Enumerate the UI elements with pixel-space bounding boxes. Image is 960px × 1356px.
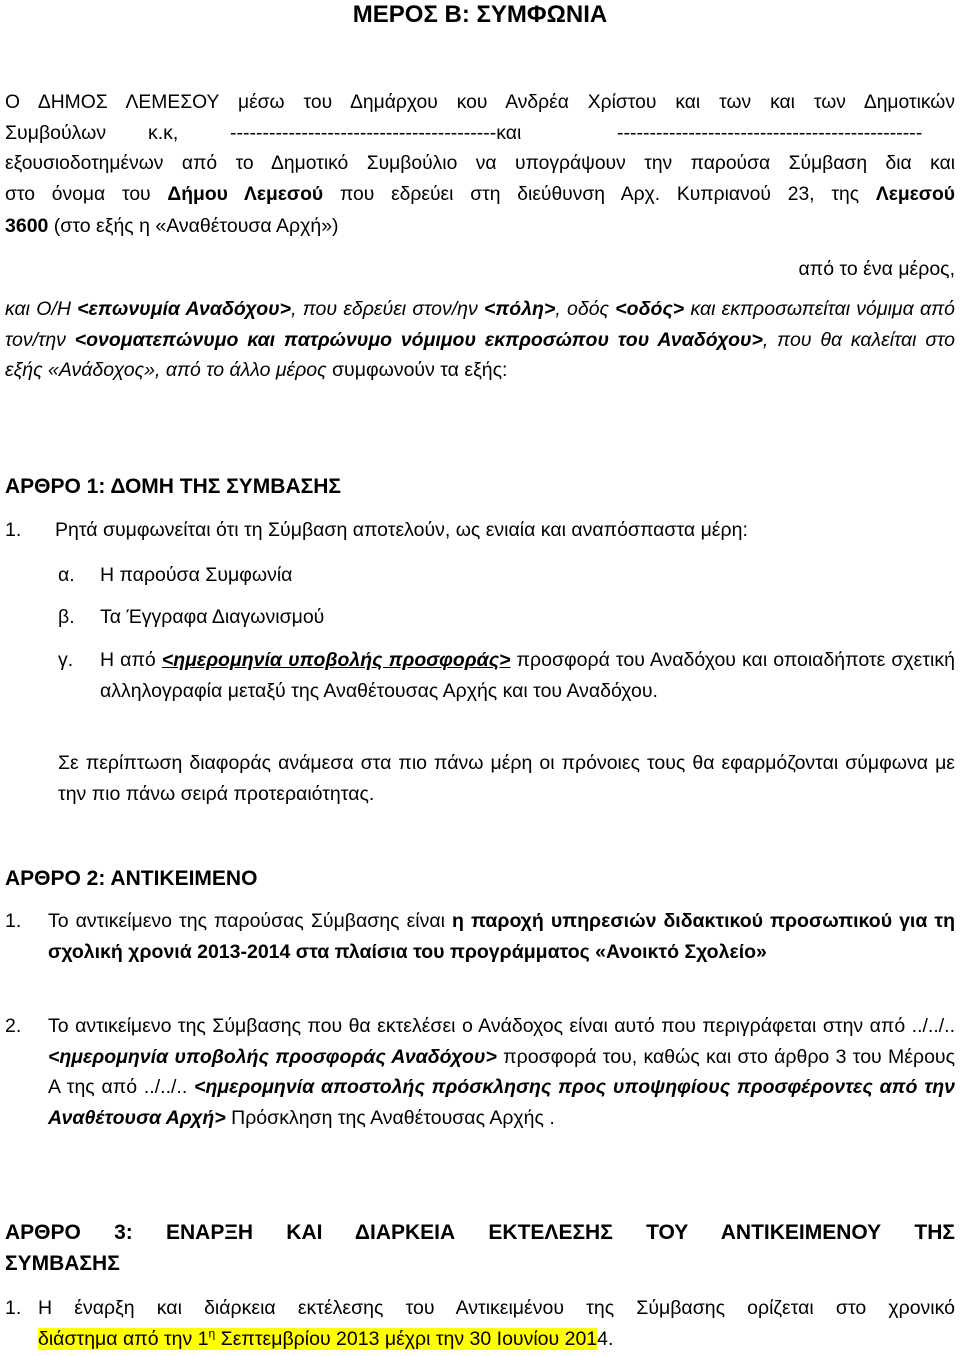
representative-placeholder: <ονοματεπώνυμο και πατρώνυμο νόμιμου εκπροσώπου του Αναδόχου> (74, 328, 763, 351)
postal-code: 3600 (5, 215, 49, 237)
intro-line-5 (5, 211, 955, 242)
list-text: Η παρούσα Συμφωνία (100, 564, 293, 586)
list-letter: α. (58, 564, 75, 586)
para-text (48, 906, 955, 967)
list-text (100, 645, 955, 706)
ordinal-suffix: η (208, 1326, 216, 1340)
period-start: διάστημα από την 1 (38, 1327, 209, 1350)
intro-dashes-2: ----------------------------------------------- (617, 122, 923, 144)
para-number: 1. (5, 910, 22, 932)
party2-agree: συμφωνούν τα εξής: (326, 359, 508, 381)
intro-line-3: εξουσιοδοτημένων από το Δημοτικό Συμβούλιο να υπογράψουν την παρούσα Σύμβαση δια και (5, 153, 955, 174)
para-text-a: Το αντικείμενο της παρούσας Σύμβασης είναι (48, 910, 453, 932)
para-text: Ρητά συμφωνείται ότι τη Σύμβαση αποτελούν, ως ενιαία και αναπόσπαστα μέρη: (55, 519, 748, 541)
article-3-heading: ΑΡΘΡΟ 3: ΕΝΑΡΞΗ ΚΑΙ ΔΙΑΡΚΕΙΑ ΕΚΤΕΛΕΣΗΣ ΤΟΥ ΑΝΤΙΚΕΙΜΕΝΟΥ ΤΗΣ (5, 1221, 955, 1244)
intro-line-1: Ο ΔΗΜΟΣ ΛΕΜΕΣΟΥ μέσω του Δημάρχου κου Ανδρέα Χρίστου και των και των Δημοτικών (5, 92, 955, 113)
intro-councillors: Συμβούλων (5, 122, 107, 144)
precedence-paragraph: Σε περίπτωση διαφοράς ανάμεσα στα πιο πάνω μέρη οι πρόνοιες τους θα εφαρμόζονται σύμφωνα με την πιο πάνω σειρά προτεραιότητας. (58, 752, 955, 805)
intro-contracting-authority: (στο εξής η «Αναθέτουσα Αρχή») (48, 215, 339, 237)
article-1-heading: ΑΡΘΡΟ 1: ΔΟΜΗ ΤΗΣ ΣΥΜΒΑΣΗΣ (5, 475, 341, 498)
contractor-offer-date-placeholder: <ημερομηνία υποβολής προσφοράς Αναδόχου> (48, 1045, 497, 1068)
intro-l4-text: στο όνομα του (5, 184, 168, 205)
service-description: η παροχή υπηρεσιών διδακτικού προσωπικού για τη σχολική χρονιά 2013-2014 στα πλαίσια του προγράμματος «Ανοικτό Σχολείο» (48, 910, 955, 963)
article-2-heading: ΑΡΘΡΟ 2: ΑΝΤΙΚΕΙΜΕΝΟ (5, 867, 258, 890)
para-text-c: προσφορά του, καθώς και στο άρθρο 3 του Μέρους Α της από ../../.. (48, 1045, 955, 1098)
list-letter: γ. (58, 649, 74, 671)
party2-seat: , που εδρεύει στον/ην (291, 298, 485, 320)
list-item-c (58, 645, 955, 706)
para-text-e: Πρόσκληση της Αναθέτουσας Αρχής . (225, 1106, 555, 1129)
list-text-a: Η από (100, 649, 162, 671)
article-2-para-2 (5, 1011, 955, 1133)
street-placeholder: <οδός> (615, 298, 685, 320)
para-text-a: Το αντικείμενο της Σύμβασης που θα εκτελέσει ο Ανάδοχος είναι αυτό που περιγράφεται στην από ../../.. (48, 1015, 955, 1037)
period-full-stop: . (608, 1327, 614, 1350)
party2-other-side: , που θα καλείται στο εξής «Ανάδοχος», από το άλλο μέρος (5, 328, 955, 381)
para-number: 1. (5, 1297, 22, 1319)
list-text-c: προσφορά του Αναδόχου και οποιαδήποτε σχετική αλληλογραφία μεταξύ της Αναθέτουσας Αρχής και του Αναδόχου. (100, 649, 955, 702)
municipality-name: Δήμου Λεμεσού (167, 184, 324, 205)
article-2-para-1 (5, 906, 955, 967)
highlighted-period (38, 1328, 597, 1350)
contractor-name-placeholder: <επωνυμία Αναδόχου> (77, 298, 292, 320)
invitation-date-placeholder: <ημερομηνία αποστολής πρόσκλησης προς υποψηφίους προσφέροντες από την Αναθέτουσα Αρχή> (48, 1076, 955, 1129)
party2-street: , οδός (555, 298, 616, 320)
contractor-paragraph (5, 294, 955, 386)
document-title: ΜΕΡΟΣ Β: ΣΥΜΦΩΝΙΑ (352, 1, 608, 28)
intro-address: που εδρεύει στη διεύθυνση Αρχ. Κυπριανού 23, της (323, 184, 876, 205)
para-text-line-2 (38, 1324, 955, 1355)
intro-kk: κ.κ, (148, 122, 179, 144)
intro-line-4 (5, 180, 955, 211)
offer-date-placeholder: <ημερομηνία υποβολής προσφοράς> (161, 649, 511, 671)
para-text-line-1: Η έναρξη και διάρκεια εκτέλεσης του Αντικειμένου της Σύμβασης ορίζεται στο χρονικό (38, 1297, 955, 1319)
intro-line-2 (5, 118, 955, 148)
para-text (48, 1011, 955, 1133)
list-text: Τα Έγγραφα Διαγωνισμού (100, 606, 325, 628)
year-digit: 4 (597, 1327, 608, 1350)
para-number: 1. (5, 519, 22, 541)
party2-and: και Ο/Η (5, 298, 78, 320)
article-3-para-1 (5, 1293, 955, 1354)
para-number: 2. (5, 1015, 22, 1037)
one-side-label: από το ένα μέρος, (798, 258, 955, 280)
article-3-heading-cont: ΣΥΜΒΑΣΗΣ (5, 1252, 120, 1275)
city-name: Λεμεσού (875, 184, 955, 205)
period-end: Σεπτεμβρίου 2013 μέχρι την 30 Ιουνίου 201 (215, 1327, 598, 1350)
intro-dashes-1: -----------------------------------------και (230, 122, 522, 144)
city-placeholder: <πόλη> (484, 298, 556, 320)
party2-represented: και εκπροσωπείται νόμιμα από τον/την (5, 298, 955, 351)
list-letter: β. (58, 606, 75, 628)
